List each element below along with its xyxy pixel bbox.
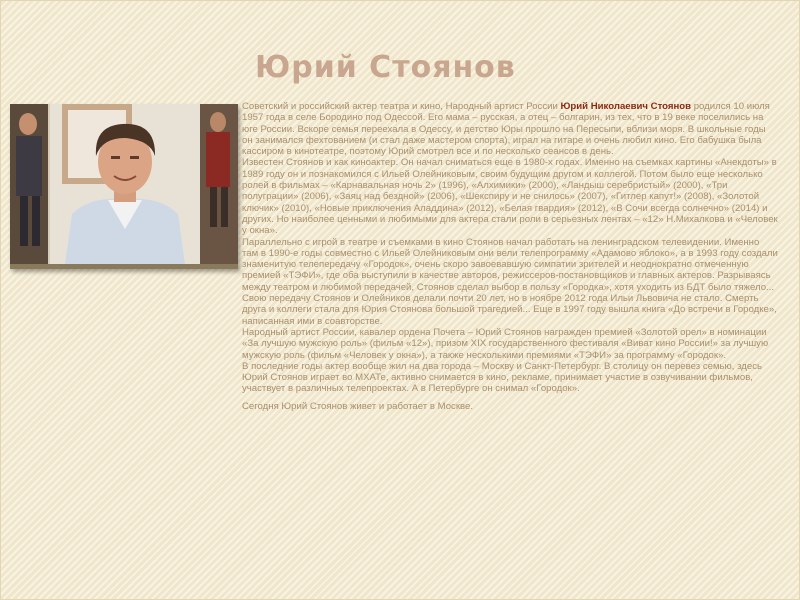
paragraph-awards: Народный артист России, кавалер ордена Почета – Юрий Стоянов награжден премией «Золотой орел» в номинации «За лучшую мужскую роль» (фильм «12»), призом XIX государственного фестиваля «Виват кино России!» за лучшую мужскую роль (фильм «Человек у окна»), а также несколькими премиями «ТЭФИ» за программу «Городок».	[242, 326, 769, 361]
full-name: Юрий Николаевич Стоянов	[560, 101, 692, 112]
paragraph-today: Сегодня Юрий Стоянов живет и работает в Москве.	[242, 400, 474, 412]
paragraph-recent-years: В последние годы актер вообще жил на два города – Москву и Санкт-Петербург. В столицу он перевез семью, здесь Юрий Стоянов играет во МХАТе, активно снимается в кино, рекламе, принимает участие в озвучивании фильмов, участвует в различных телепроектах. А в Петербурге он снимал «Городок».	[242, 360, 762, 395]
paragraph-gorodok: Свою передачу Стоянов и Олейников делали почти 20 лет, но в ноябре 2012 года Ильи Львовича не стало. Смерть друга и коллеги стала для Юрия Стоянова большой трагедией... Еще в 1997 году вышла книга «До встречи в Городке», написанная ими в соавторстве.	[242, 293, 777, 327]
intro-text-rest: родился 10 июля 1957 года в селе Бородино под Одессой. Его мама – русская, а отец – болгарин, из тех, что в 19 веке поселились на юге России. Вскоре семья переехала в Одессу, и детство Юры прошло на Пересыпи, вблизи моря. В школьные годы он занимался фехтованием (и стал даже мастером спорта), играл на гитаре и очень любил кино. Его бабушка была кассиром в кинотеатре, поэтому Юрий смотрел все и по несколько сеансов в день.	[242, 101, 770, 158]
paragraph-film-career: Известен Стоянов и как киноактер. Он начал сниматься еще в 1980-х годах. Именно на съемках картины «Анекдоты» в 1989 году он и познакомился с Ильей Олейниковым, своим будущим другом и коллегой. Потом было еще несколько ролей в фильмах – «Карнавальная ночь 2» (1996), «Алхимики» (2000), «Ландыш серебристый» (2000), «Три полуграции» (2006), «Заяц над бездной» (2006), «Шекспиру и не снилось» (2007), «Гитлер капут!» (2008), «Золотой ключик» (2010), «Новые приключения Аладдина» (2012), «Белая гвардия» (2012), «В Сочи всегда солнечно» (2014) и других. Но наиболее ценными и любимыми для актера стали роли в серьезных лентах – «12» Н.Михалкова и «Человек у окна».	[242, 157, 778, 237]
paragraph-intro	[242, 101, 778, 157]
portrait-photo	[10, 104, 238, 269]
biography-text	[242, 101, 778, 412]
intro-text: Советский и российский актер театра и кино, Народный артист России	[242, 101, 561, 112]
paragraph-television: Параллельно с игрой в театре и съемками в кино Стоянов начал работать на ленинградском телевидении. Именно там в 1990-е годы совместно с Ильей Олейниковым они вели телепрограмму «Адамово яблоко», а в 1993 году создали знаменитую телепередачу «Городок», очень скоро завоевавшую симпатии зрителей и неоднократно отмеченную премией «ТЭФИ», где оба выступили в качестве авторов, режиссеров-постановщиков и главных актеров. Разрываясь между театром и любимой передачей, Стоянов сделал выбор в пользу «Городка», хотя уходить из БДТ было тяжело...	[242, 236, 778, 293]
page-title: Юрий Стоянов	[255, 50, 516, 85]
